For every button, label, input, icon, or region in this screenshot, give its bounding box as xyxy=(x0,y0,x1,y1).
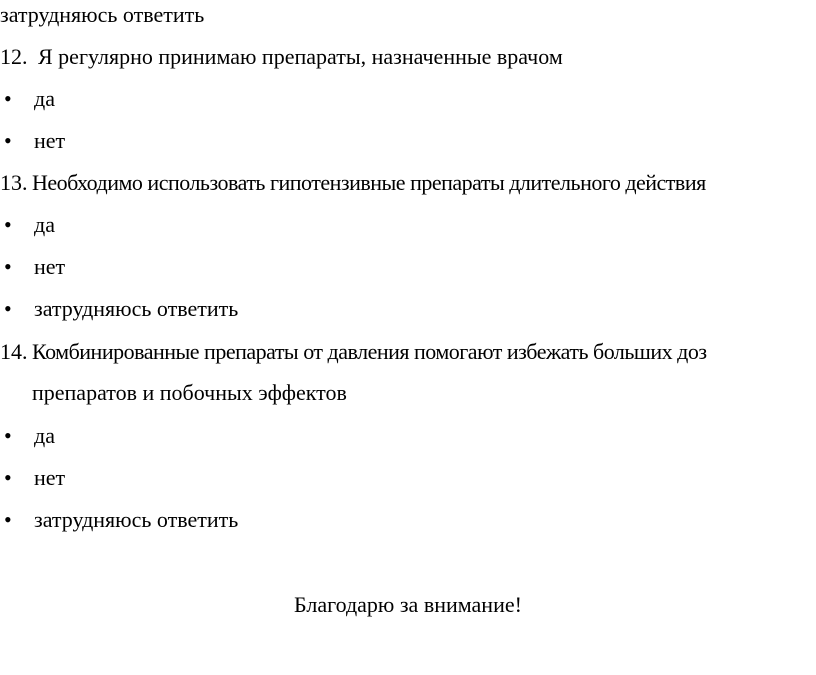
bullet: • xyxy=(4,254,12,279)
question-number: 13. xyxy=(0,170,28,195)
lead-answer: затрудняюсь ответить xyxy=(0,2,205,27)
bullet: • xyxy=(4,296,12,321)
option-label: да xyxy=(34,212,55,237)
bullet: • xyxy=(4,423,12,448)
question-text: Необходимо использовать гипотензивные препараты длительного действия xyxy=(32,170,706,195)
bullet: • xyxy=(4,465,12,490)
question-text: Я регулярно принимаю препараты, назначенные врачом xyxy=(38,44,563,69)
bullet: • xyxy=(4,128,12,153)
option-label: затрудняюсь ответить xyxy=(34,507,239,532)
bullet: • xyxy=(4,212,12,237)
option-label: затрудняюсь ответить xyxy=(34,296,239,321)
option-label: да xyxy=(34,423,55,448)
option-label: нет xyxy=(34,254,66,279)
question-number: 14. xyxy=(0,339,28,364)
closing-text: Благодарю за внимание! xyxy=(294,592,522,617)
question-text-line-1: Комбинированные препараты от давления помогают избежать больших доз xyxy=(32,339,707,364)
bullet: • xyxy=(4,507,12,532)
question-text-line-2: препаратов и побочных эффектов xyxy=(32,380,347,405)
option-label: да xyxy=(34,86,55,111)
question-number: 12. xyxy=(0,44,28,69)
option-label: нет xyxy=(34,465,66,490)
option-label: нет xyxy=(34,128,66,153)
bullet: • xyxy=(4,86,12,111)
